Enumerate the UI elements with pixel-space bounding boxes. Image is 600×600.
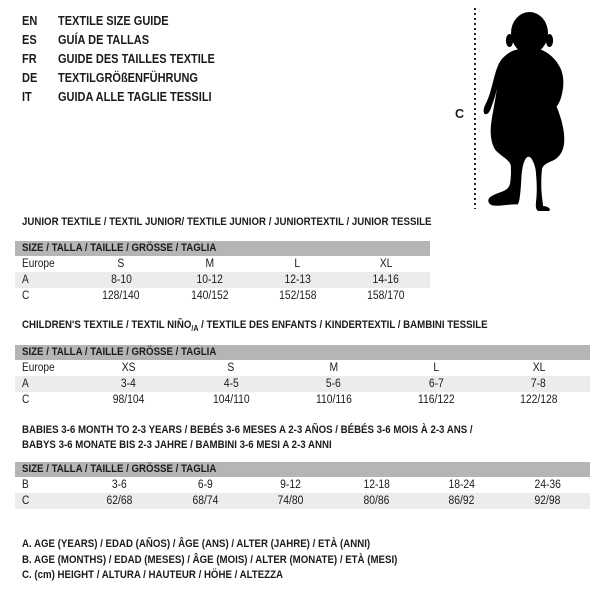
size-cell-value: 104/110 <box>212 394 250 406</box>
language-row <box>22 88 236 107</box>
size-cell <box>77 493 163 509</box>
size-cell-value: 12-18 <box>363 479 390 491</box>
row-label <box>15 477 77 493</box>
section-title <box>22 318 551 333</box>
row-label <box>15 288 77 304</box>
table-row <box>15 256 430 272</box>
size-cell-value: 140/152 <box>190 290 229 302</box>
title-segment: / TEXTILE DES ENFANTS / KINDERTEXTIL / BAMBINI TESSILE <box>198 319 488 331</box>
section-title-line <box>22 318 551 333</box>
row-label <box>15 392 77 408</box>
table-row <box>15 376 590 392</box>
language-code: FR <box>22 52 37 66</box>
row-label-text: B <box>22 479 29 491</box>
size-cell <box>77 288 165 304</box>
size-cell-value: XL <box>532 362 545 374</box>
size-cell <box>248 477 334 493</box>
language-code: DE <box>22 71 38 85</box>
size-cell-value: 3-6 <box>112 479 128 491</box>
title-segment: CHILDREN'S TEXTILE / TEXTIL NIÑO <box>22 319 192 331</box>
size-cell <box>282 392 385 408</box>
size-cell <box>77 477 163 493</box>
table-row <box>15 360 590 376</box>
size-cell-value: 128/140 <box>102 290 140 302</box>
language-row <box>22 12 236 31</box>
row-label <box>15 256 77 272</box>
size-cell-value: 122/128 <box>519 394 558 406</box>
size-cell-value: 9-12 <box>280 479 302 491</box>
size-cell-value: 74/80 <box>277 495 304 507</box>
footnote-line <box>22 568 449 584</box>
size-cell <box>505 477 591 493</box>
language-code: IT <box>22 90 32 104</box>
language-list <box>22 12 236 107</box>
section-title-text <box>22 215 431 230</box>
table-header-label: SIZE / TALLA / TAILLE / GRÖSSE / TAGLIA <box>22 346 217 358</box>
size-cell-value: 12-13 <box>284 274 311 286</box>
size-cell <box>334 477 420 493</box>
size-cell-value: 86/92 <box>448 495 475 507</box>
table-row <box>15 493 590 509</box>
section-title-text <box>22 438 332 453</box>
language-label: GUIDE DES TAILLES TEXTILE <box>58 52 215 66</box>
language-code: ES <box>22 33 37 47</box>
size-cell-value: 5-6 <box>326 378 341 390</box>
table-header-band <box>15 241 430 256</box>
row-label <box>15 272 77 288</box>
table-header-label: SIZE / TALLA / TAILLE / GRÖSSE / TAGLIA <box>22 463 217 475</box>
size-cell-value: L <box>433 362 439 374</box>
size-cell-value: 110/116 <box>315 394 352 406</box>
section-title <box>22 215 487 230</box>
size-cell <box>342 288 430 304</box>
size-cell-value: 7-8 <box>531 378 547 390</box>
section-title-text <box>22 318 488 336</box>
footnote-text: B. AGE (MONTHS) / EDAD (MESES) / ÂGE (MOIS) / ALTER (MONATE) / ETÀ (MESI) <box>22 553 398 566</box>
size-cell <box>419 493 505 509</box>
size-cell-value: 92/98 <box>534 495 561 507</box>
size-cell <box>342 272 430 288</box>
footnotes <box>22 537 449 584</box>
size-cell <box>505 493 591 509</box>
size-cell-value: 24-36 <box>534 479 561 491</box>
language-label: GUÍA DE TALLAS <box>58 33 150 47</box>
section-title <box>22 423 534 453</box>
footnote-line <box>22 537 449 553</box>
size-cell <box>163 477 249 493</box>
size-cell <box>77 360 180 376</box>
title-subscript: /A <box>191 324 199 334</box>
footnote-text: C. (cm) HEIGHT / ALTURA / HAUTEUR / HÖHE / ALTEZZA <box>22 569 284 581</box>
row-label-text: A <box>22 274 29 286</box>
row-label <box>15 360 77 376</box>
size-table <box>15 462 590 509</box>
baby-silhouette-icon <box>481 7 579 211</box>
table-header-band <box>15 345 590 360</box>
size-cell <box>282 360 385 376</box>
row-label-text: C <box>22 394 30 406</box>
size-cell-value: 18-24 <box>448 479 475 491</box>
size-table <box>15 345 590 408</box>
size-table <box>15 241 430 304</box>
size-cell <box>419 477 505 493</box>
size-cell-value: 3-4 <box>120 378 136 390</box>
language-row <box>22 31 236 50</box>
size-cell <box>165 272 253 288</box>
size-cell <box>385 392 488 408</box>
footnote-line <box>22 553 449 569</box>
row-label-text: Europe <box>22 258 55 270</box>
row-label <box>15 376 77 392</box>
size-cell <box>165 288 253 304</box>
size-cell <box>487 376 590 392</box>
size-cell-value: 6-7 <box>428 378 444 390</box>
language-code: EN <box>22 14 38 28</box>
row-label-text: A <box>22 378 29 390</box>
section-title-line <box>22 438 534 453</box>
table-row <box>15 288 430 304</box>
section-title-line <box>22 215 487 230</box>
language-row <box>22 69 236 88</box>
size-cell <box>77 392 180 408</box>
section-title-line <box>22 423 534 438</box>
size-cell <box>163 493 249 509</box>
row-label-text: C <box>22 290 30 302</box>
table-row <box>15 477 590 493</box>
size-cell-value: M <box>329 362 338 374</box>
size-cell-value: XS <box>121 362 136 374</box>
size-cell <box>385 360 488 376</box>
size-cell-value: 62/68 <box>106 495 133 507</box>
size-cell <box>487 392 590 408</box>
size-cell-value: M <box>205 258 214 270</box>
size-cell-value: 158/170 <box>367 290 405 302</box>
size-cell-value: 4-5 <box>223 378 239 390</box>
row-label-text: C <box>22 495 30 507</box>
size-cell-value: 68/74 <box>192 495 219 507</box>
size-cell-value: 10-12 <box>196 274 223 286</box>
size-cell <box>487 360 590 376</box>
size-cell <box>165 256 253 272</box>
size-cell-value: 80/86 <box>363 495 390 507</box>
title-segment: JUNIOR TEXTILE / TEXTIL JUNIOR/ TEXTILE JUNIOR / JUNIORTEXTIL / JUNIOR TESSILE <box>22 216 432 228</box>
height-measure-label: C <box>455 107 465 121</box>
size-cell-value: 152/158 <box>278 290 317 302</box>
size-cell <box>180 392 283 408</box>
size-cell <box>77 256 165 272</box>
size-cell <box>342 256 430 272</box>
size-cell <box>385 376 488 392</box>
size-cell-value: XL <box>379 258 393 270</box>
footnote-text: A. AGE (YEARS) / EDAD (AÑOS) / ÂGE (ANS) / ALTER (JAHRE) / ETÀ (ANNI) <box>22 538 371 550</box>
size-cell <box>334 493 420 509</box>
table-header-band <box>15 462 590 477</box>
size-cell-value: S <box>117 258 125 270</box>
language-row <box>22 50 236 69</box>
language-label: TEXTILGRÖßENFÜHRUNG <box>58 71 198 85</box>
size-cell <box>77 272 165 288</box>
size-cell <box>248 493 334 509</box>
size-cell-value: 116/122 <box>417 394 455 406</box>
size-cell <box>180 360 283 376</box>
table-row <box>15 272 430 288</box>
size-cell <box>254 272 342 288</box>
title-segment: BABYS 3-6 MONATE BIS 2-3 JAHRE / BAMBINI 3-6 MESI A 2-3 ANNI <box>22 439 332 451</box>
size-cell-value: 6-9 <box>197 479 213 491</box>
size-cell <box>180 376 283 392</box>
height-measure-dotted-line <box>474 8 476 209</box>
size-cell-value: 8-10 <box>110 274 132 286</box>
size-cell <box>282 376 385 392</box>
size-cell <box>77 376 180 392</box>
size-cell-value: 14-16 <box>372 274 400 286</box>
size-cell-value: S <box>227 362 235 374</box>
language-label: GUIDA ALLE TAGLIE TESSILI <box>58 90 212 104</box>
size-cell-value: 98/104 <box>112 394 145 406</box>
table-row <box>15 392 590 408</box>
size-cell <box>254 288 342 304</box>
row-label <box>15 493 77 509</box>
section-title-text <box>22 423 473 438</box>
size-cell-value: L <box>294 258 301 270</box>
table-header-label: SIZE / TALLA / TAILLE / GRÖSSE / TAGLIA <box>22 242 217 254</box>
title-segment: BABIES 3-6 MONTH TO 2-3 YEARS / BEBÉS 3-6 MESES A 2-3 AÑOS / BÉBÉS 3-6 MOIS À 2-3 ANS / <box>22 424 473 436</box>
language-label: TEXTILE SIZE GUIDE <box>58 14 169 28</box>
row-label-text: Europe <box>22 362 55 374</box>
size-cell <box>254 256 342 272</box>
